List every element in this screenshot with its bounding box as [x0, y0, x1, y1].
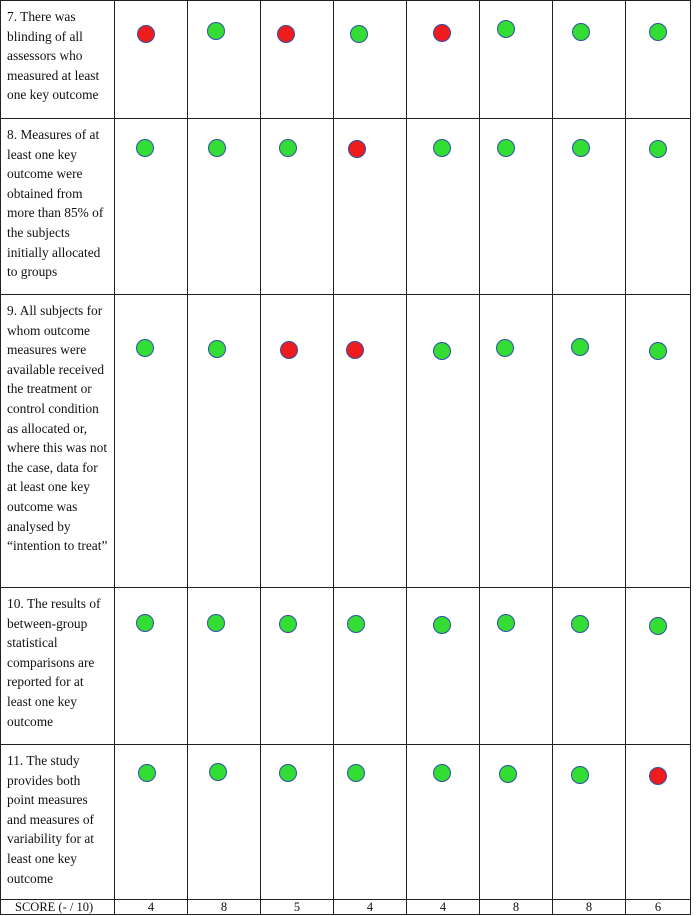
rating-cell [553, 119, 626, 295]
rating-cell [261, 119, 334, 295]
rating-cell [115, 295, 188, 588]
rating-cell [188, 295, 261, 588]
criterion-met-marker [649, 140, 667, 158]
rating-cell [115, 745, 188, 900]
criterion-met-marker [136, 614, 154, 632]
criterion-not-met-marker [280, 341, 298, 359]
criterion-met-marker [136, 139, 154, 157]
rating-cell [626, 119, 691, 295]
score-value: 8 [188, 900, 261, 915]
criterion-met-marker [209, 763, 227, 781]
rating-cell [553, 295, 626, 588]
criterion-met-marker [347, 764, 365, 782]
rating-cell [553, 588, 626, 745]
criterion-met-marker [649, 23, 667, 41]
rating-cell [553, 745, 626, 900]
rating-cell [626, 745, 691, 900]
rating-cell [626, 1, 691, 119]
criterion-met-marker [571, 766, 589, 784]
rating-cell [188, 119, 261, 295]
criterion-text: 11. The study provides both point measures and measures of variability for at least one key outcome [1, 745, 115, 900]
criterion-met-marker [499, 765, 517, 783]
rating-cell [480, 1, 553, 119]
criterion-met-marker [279, 764, 297, 782]
score-value: 4 [407, 900, 480, 915]
criterion-not-met-marker [348, 140, 366, 158]
criterion-met-marker [433, 342, 451, 360]
score-label: SCORE (- / 10) [1, 900, 115, 915]
rating-cell [115, 1, 188, 119]
rating-cell [188, 745, 261, 900]
criterion-not-met-marker [277, 25, 295, 43]
criterion-met-marker [279, 139, 297, 157]
rating-cell [407, 588, 480, 745]
rating-cell [334, 295, 407, 588]
criterion-met-marker [649, 342, 667, 360]
criterion-met-marker [207, 614, 225, 632]
rating-cell [407, 745, 480, 900]
score-value: 8 [553, 900, 626, 915]
criterion-met-marker [136, 339, 154, 357]
criterion-met-marker [347, 615, 365, 633]
rating-cell [115, 119, 188, 295]
rating-cell [188, 588, 261, 745]
rating-cell [407, 295, 480, 588]
criterion-met-marker [350, 25, 368, 43]
criterion-text: 9. All subjects for whom outcome measures were available received the treatment or control condition as allocated or, where this was not the case, data for at least one key outcome was analysed by “intention to treat” [1, 295, 115, 588]
criterion-met-marker [208, 139, 226, 157]
criterion-met-marker [279, 615, 297, 633]
rating-cell [334, 745, 407, 900]
criterion-met-marker [496, 339, 514, 357]
criterion-met-marker [433, 616, 451, 634]
rating-cell [553, 1, 626, 119]
score-value: 8 [480, 900, 553, 915]
criterion-text: 7. There was blinding of all assessors who measured at least one key outcome [1, 1, 115, 119]
criterion-met-marker [571, 615, 589, 633]
rating-cell [407, 119, 480, 295]
rating-cell [188, 1, 261, 119]
rating-cell [480, 745, 553, 900]
criterion-not-met-marker [137, 25, 155, 43]
criterion-text: 8. Measures of at least one key outcome were obtained from more than 85% of the subjects initially allocated to groups [1, 119, 115, 295]
rating-cell [261, 295, 334, 588]
criterion-met-marker [138, 764, 156, 782]
criterion-met-marker [572, 139, 590, 157]
criterion-met-marker [649, 617, 667, 635]
criterion-met-marker [572, 23, 590, 41]
rating-cell [261, 1, 334, 119]
criterion-text: 10. The results of between-group statistical comparisons are reported for at least one key outcome [1, 588, 115, 745]
criterion-row [1, 119, 691, 295]
criterion-not-met-marker [433, 24, 451, 42]
rating-cell [261, 588, 334, 745]
criterion-row [1, 295, 691, 588]
rating-cell [626, 588, 691, 745]
rating-cell [626, 295, 691, 588]
score-value: 4 [334, 900, 407, 915]
rating-cell [261, 745, 334, 900]
criterion-row [1, 745, 691, 900]
rating-cell [480, 588, 553, 745]
criterion-row [1, 588, 691, 745]
score-value: 4 [115, 900, 188, 915]
criterion-met-marker [207, 22, 225, 40]
criterion-met-marker [433, 139, 451, 157]
rating-cell [407, 1, 480, 119]
criteria-rows [1, 1, 691, 900]
rating-cell [334, 119, 407, 295]
criterion-met-marker [497, 139, 515, 157]
criterion-met-marker [571, 338, 589, 356]
score-value: 6 [626, 900, 691, 915]
score-row [1, 900, 691, 915]
rating-cell [334, 588, 407, 745]
criterion-row [1, 1, 691, 119]
criterion-not-met-marker [649, 767, 667, 785]
rating-cell [115, 588, 188, 745]
criterion-met-marker [497, 20, 515, 38]
rating-cell [480, 295, 553, 588]
criterion-met-marker [497, 614, 515, 632]
score-value: 5 [261, 900, 334, 915]
rating-cell [480, 119, 553, 295]
criterion-met-marker [433, 764, 451, 782]
criterion-met-marker [208, 340, 226, 358]
criterion-not-met-marker [346, 341, 364, 359]
rating-cell [334, 1, 407, 119]
